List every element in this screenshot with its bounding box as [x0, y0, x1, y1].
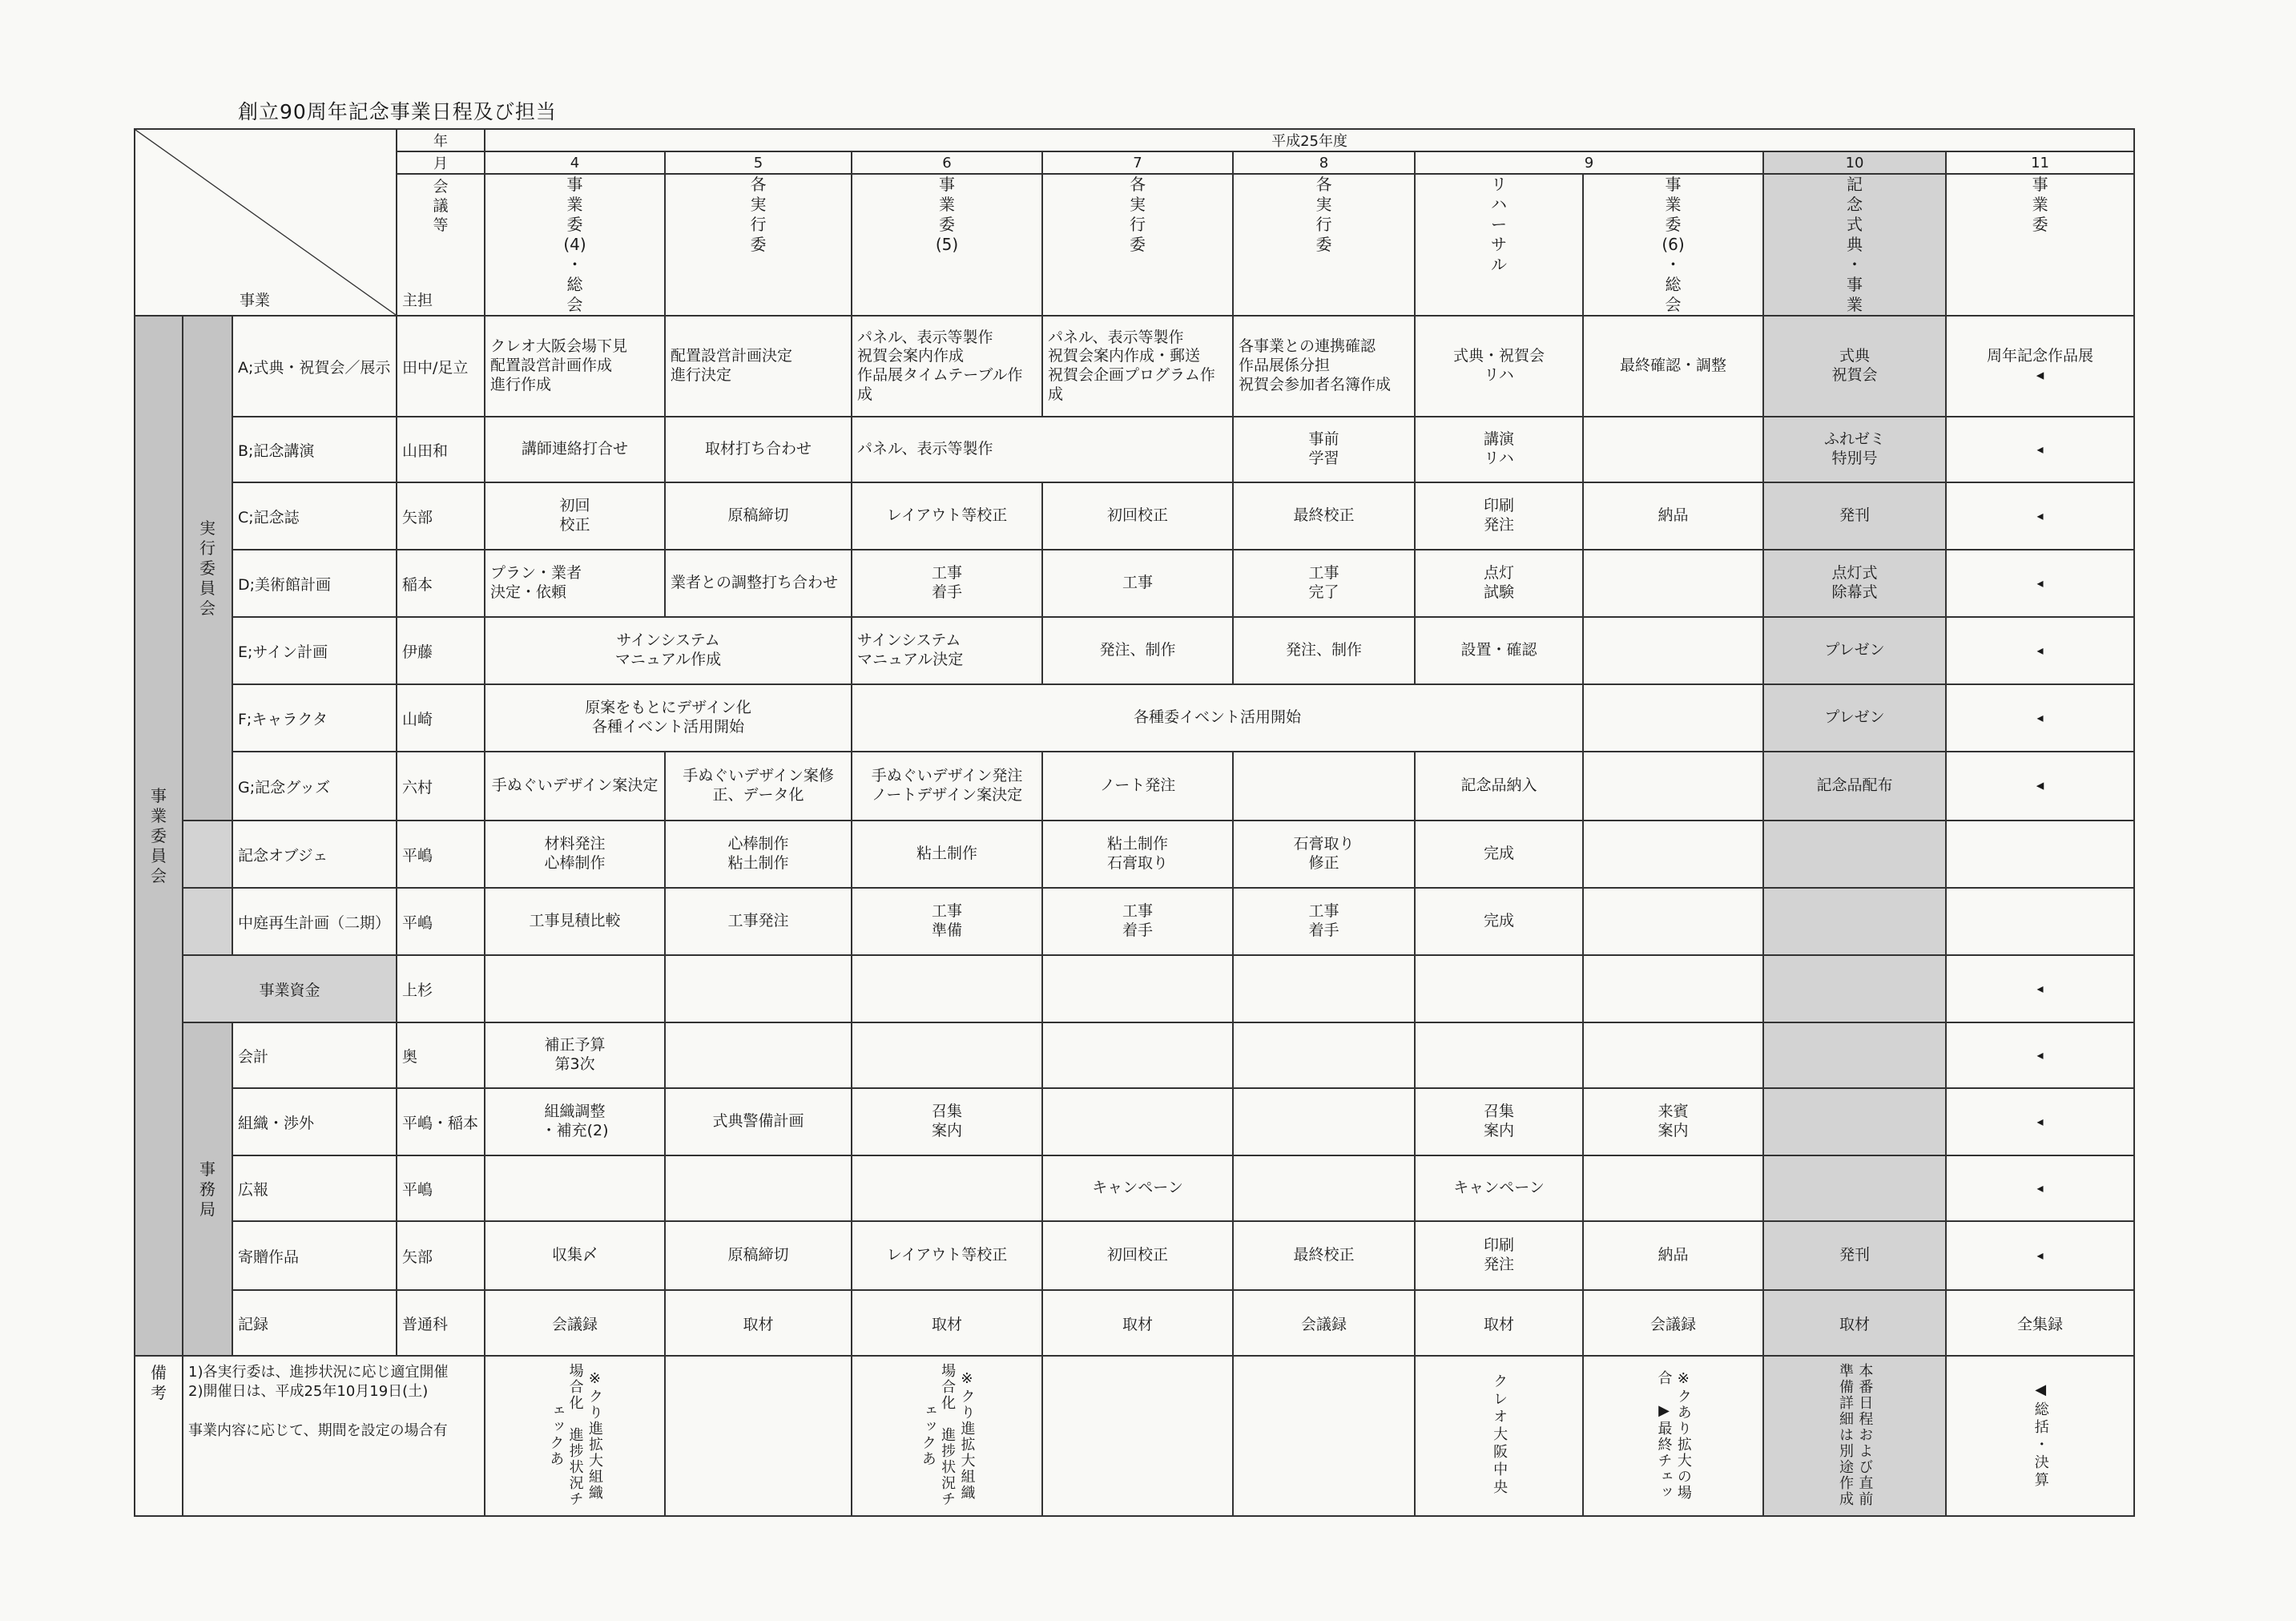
cell-oct: 取材	[1763, 1290, 1946, 1356]
cell-nov: ◂	[1946, 1022, 2134, 1088]
cell-oct: プレゼン	[1763, 684, 1946, 752]
row-owner: 上杉	[397, 955, 485, 1022]
cell-apr: プラン・業者 決定・依頼	[485, 550, 665, 617]
cell-nov: ◂	[1946, 617, 2134, 684]
cell-jun: 召集 案内	[852, 1088, 1042, 1155]
document-title: 創立90周年記念事業日程及び担当	[238, 100, 557, 123]
cell-sep-b	[1583, 821, 1763, 888]
remarks-aug	[1233, 1356, 1415, 1516]
cell-aug	[1233, 1088, 1415, 1155]
cell-apr: 初回 校正	[485, 482, 665, 550]
row-name: C;記念誌	[232, 482, 397, 550]
cell-jul: 工事	[1042, 550, 1233, 617]
row-name: 組織・渉外	[232, 1088, 397, 1155]
cell-nov: ◂	[1946, 482, 2134, 550]
cell-jul: キャンペーン	[1042, 1155, 1233, 1221]
cell-jun: 工事 着手	[852, 550, 1042, 617]
cell-nov	[1946, 821, 2134, 888]
cell-may	[665, 1155, 852, 1221]
row-owner: 六村	[397, 752, 485, 821]
cell-sep-b: 納品	[1583, 482, 1763, 550]
remarks-sep-a	[1415, 1356, 1583, 1516]
cell-jul: 初回校正	[1042, 482, 1233, 550]
row-owner: 平嶋・稲本	[397, 1088, 485, 1155]
schedule-row-c	[135, 482, 2134, 550]
row-owner: 奥	[397, 1022, 485, 1088]
cell-oct: 発刊	[1763, 1221, 1946, 1290]
cell-jul: 粘土制作 石膏取り	[1042, 821, 1233, 888]
cell-oct	[1763, 1088, 1946, 1155]
cell-jul	[1042, 1088, 1233, 1155]
meeting-7: 各 実 行 委	[1042, 174, 1233, 316]
shutan-header: 主担	[402, 292, 433, 309]
cell-nov: ◂	[1946, 752, 2134, 821]
row-owner: 平嶋	[397, 1155, 485, 1221]
cell-sep-b	[1583, 550, 1763, 617]
remarks-sep-a-text: クレオ大阪中央	[1491, 1373, 1509, 1497]
cell-sep-a: 取材	[1415, 1290, 1583, 1356]
cell-jun: レイアウト等校正	[852, 1221, 1042, 1290]
cell-oct: 式典 祝賀会	[1763, 316, 1946, 417]
cell-may	[665, 955, 852, 1022]
remarks-nov-text: ◀総括・決算	[2032, 1381, 2049, 1490]
year-value: 平成25年度	[485, 129, 2134, 151]
cell-apr: 講師連絡打合せ	[485, 417, 665, 482]
cell-oct	[1763, 1022, 1946, 1088]
cell-nov: ◂	[1946, 550, 2134, 617]
cell-jun	[852, 1022, 1042, 1088]
row-owner: 田中/足立	[397, 316, 485, 417]
month-9: 9	[1415, 151, 1763, 174]
cell-aug	[1233, 1155, 1415, 1221]
cell-nov: ◂	[1946, 684, 2134, 752]
meeting-10: 記 念 式 典 ・ 事 業	[1763, 174, 1946, 316]
meeting-8: 各 実 行 委	[1233, 174, 1415, 316]
cell-oct	[1763, 888, 1946, 955]
cell-nov	[1946, 888, 2134, 955]
cell-sep-a: 印刷 発注	[1415, 482, 1583, 550]
schedule-row-d	[135, 550, 2134, 617]
schedule-row-objet	[135, 821, 2134, 888]
cell-aug: 石膏取り 修正	[1233, 821, 1415, 888]
remarks-jun	[852, 1356, 1042, 1516]
cell-nov: ◂	[1946, 1221, 2134, 1290]
cell-oct	[1763, 955, 1946, 1022]
schedule-row-g	[135, 752, 2134, 821]
month-10: 10	[1763, 151, 1946, 174]
cell-sep-b	[1583, 888, 1763, 955]
cell-may: 配置設営計画決定 進行決定	[665, 316, 852, 417]
cell-aug	[1233, 955, 1415, 1022]
cell-oct	[1763, 1155, 1946, 1221]
remarks-jun-text: ※クり進拡大組織場合化 進捗状況チェックあ	[919, 1363, 976, 1507]
spacer-cell	[183, 888, 232, 955]
schedule-row-pr	[135, 1155, 2134, 1221]
cell-may: 業者との調整打ち合わせ	[665, 550, 852, 617]
row-name: 中庭再生計画（二期）	[232, 888, 397, 955]
row-name: A;式典・祝賀会／展示	[232, 316, 397, 417]
cell-nov: ◂	[1946, 1155, 2134, 1221]
schedule-row-courtyard	[135, 888, 2134, 955]
cell-sep-b	[1583, 417, 1763, 482]
cell-jun: 手ぬぐいデザイン発注 ノートデザイン案決定	[852, 752, 1042, 821]
row-name: B;記念講演	[232, 417, 397, 482]
corner-cell	[135, 129, 397, 316]
cell-jun-jul: パネル、表示等製作	[852, 417, 1233, 482]
cell-jul: 工事 着手	[1042, 888, 1233, 955]
cell-sep-a: キャンペーン	[1415, 1155, 1583, 1221]
cell-jun: パネル、表示等製作 祝賀会案内作成 作品展タイムテーブル作成	[852, 316, 1042, 417]
row-owner: 稲本	[397, 550, 485, 617]
cell-sep-a: 完成	[1415, 888, 1583, 955]
cell-aug: 事前 学習	[1233, 417, 1415, 482]
cell-apr: 工事見積比較	[485, 888, 665, 955]
remarks-label: 備 考	[135, 1356, 183, 1516]
meeting-11: 事 業 委	[1946, 174, 2134, 316]
remarks-jul	[1042, 1356, 1233, 1516]
schedule-row-accounting	[135, 1022, 2134, 1088]
remarks-row	[135, 1356, 2134, 1516]
cell-apr: 収集〆	[485, 1221, 665, 1290]
row-name: 記録	[232, 1290, 397, 1356]
meeting-9b: 事 業 委 (6) ・ 総 会	[1583, 174, 1763, 316]
cell-sep-b	[1583, 955, 1763, 1022]
cell-nov: ◂	[1946, 955, 2134, 1022]
cell-sep-a	[1415, 1022, 1583, 1088]
schedule-row-b	[135, 417, 2134, 482]
cell-aug: 各事業との連携確認 作品展係分担 祝賀会参加者名簿作成	[1233, 316, 1415, 417]
schedule-table	[134, 128, 2135, 1517]
schedule-row-f	[135, 684, 2134, 752]
cell-may: 原稿締切	[665, 1221, 852, 1290]
row-owner: 矢部	[397, 1221, 485, 1290]
cell-jul: 取材	[1042, 1290, 1233, 1356]
schedule-row-org	[135, 1088, 2134, 1155]
cell-apr-may: 原案をもとにデザイン化 各種イベント活用開始	[485, 684, 852, 752]
cell-sep-b: 納品	[1583, 1221, 1763, 1290]
cell-jun: レイアウト等校正	[852, 482, 1042, 550]
cell-apr: クレオ大阪会場下見 配置設営計画作成 進行作成	[485, 316, 665, 417]
cell-oct	[1763, 821, 1946, 888]
month-6: 6	[852, 151, 1042, 174]
cell-jun	[852, 955, 1042, 1022]
row-owner: 平嶋	[397, 821, 485, 888]
group-jikko-iinkai: 実 行 委 員 会	[183, 316, 232, 821]
cell-jun: サインシステム マニュアル決定	[852, 617, 1042, 684]
row-name: E;サイン計画	[232, 617, 397, 684]
cell-sep-b	[1583, 617, 1763, 684]
schedule-row-record	[135, 1290, 2134, 1356]
cell-sep-b	[1583, 1022, 1763, 1088]
spacer-cell	[183, 821, 232, 888]
schedule-row-funds	[135, 955, 2134, 1022]
cell-may: 原稿締切	[665, 482, 852, 550]
cell-aug: 最終校正	[1233, 1221, 1415, 1290]
cell-oct: ふれゼミ 特別号	[1763, 417, 1946, 482]
cell-sep-a: 記念品納入	[1415, 752, 1583, 821]
schedule-row-a	[135, 316, 2134, 417]
month-8: 8	[1233, 151, 1415, 174]
remarks-sep-b-text: ※クあり拡大の場合 ▶最終チェッ	[1655, 1369, 1692, 1501]
cell-sep-a: 講演 リハ	[1415, 417, 1583, 482]
cell-may: 心棒制作 粘土制作	[665, 821, 852, 888]
remarks-apr-text: ※クり進拡大組織場合化 進捗状況チェックあ	[547, 1363, 603, 1507]
cell-sep-a: 設置・確認	[1415, 617, 1583, 684]
cell-sep-b	[1583, 684, 1763, 752]
cell-apr	[485, 1155, 665, 1221]
row-owner: 普通科	[397, 1290, 485, 1356]
cell-aug	[1233, 1022, 1415, 1088]
cell-aug: 工事 着手	[1233, 888, 1415, 955]
cell-sep-a: 式典・祝賀会 リハ	[1415, 316, 1583, 417]
cell-jul	[1042, 1022, 1233, 1088]
row-owner: 矢部	[397, 482, 485, 550]
header-meeting-row	[135, 174, 2134, 316]
row-name: G;記念グッズ	[232, 752, 397, 821]
cell-oct: 記念品配布	[1763, 752, 1946, 821]
cell-jun-sep: 各種委イベント活用開始	[852, 684, 1583, 752]
cell-apr: 手ぬぐいデザイン案決定	[485, 752, 665, 821]
cell-nov: 全集録	[1946, 1290, 2134, 1356]
remarks-nov	[1946, 1356, 2134, 1516]
group-jigyo-iinkai: 事 業 委 員 会	[135, 316, 183, 1356]
month-7: 7	[1042, 151, 1233, 174]
meeting-5: 各 実 行 委	[665, 174, 852, 316]
cell-oct: 点灯式 除幕式	[1763, 550, 1946, 617]
cell-jun	[852, 1155, 1042, 1221]
cell-jul: 初回校正	[1042, 1221, 1233, 1290]
cell-sep-b	[1583, 1155, 1763, 1221]
cell-sep-b: 来賓 案内	[1583, 1088, 1763, 1155]
row-name: 寄贈作品	[232, 1221, 397, 1290]
cell-jul	[1042, 955, 1233, 1022]
remarks-oct	[1763, 1356, 1946, 1516]
cell-jul: パネル、表示等製作 祝賀会案内作成・郵送 祝賀会企画プログラム作成	[1042, 316, 1233, 417]
cell-oct: 発刊	[1763, 482, 1946, 550]
meeting-4: 事 業 委 (4) ・ 総 会	[485, 174, 665, 316]
cell-nov: 周年記念作品展 ◂	[1946, 316, 2134, 417]
cell-apr: 材料発注 心棒制作	[485, 821, 665, 888]
corner-diagonal-line	[135, 130, 396, 315]
month-11: 11	[1946, 151, 2134, 174]
cell-may: 式典警備計画	[665, 1088, 852, 1155]
remarks-may	[665, 1356, 852, 1516]
cell-sep-b: 会議録	[1583, 1290, 1763, 1356]
row-name: 事業資金	[183, 955, 397, 1022]
cell-aug: 発注、制作	[1233, 617, 1415, 684]
remarks-note	[183, 1356, 485, 1516]
row-name: 広報	[232, 1155, 397, 1221]
cell-jul: ノート発注	[1042, 752, 1233, 821]
remarks-oct-text: 本番日程および直前準備詳細は別途作成	[1837, 1363, 1874, 1507]
cell-jun: 取材	[852, 1290, 1042, 1356]
group-jimukyoku: 事 務 局	[183, 1022, 232, 1356]
cell-sep-b	[1583, 752, 1763, 821]
month-5: 5	[665, 151, 852, 174]
cell-sep-a: 完成	[1415, 821, 1583, 888]
remarks-apr	[485, 1356, 665, 1516]
remarks-sep-b	[1583, 1356, 1763, 1516]
cell-aug: 工事 完了	[1233, 550, 1415, 617]
cell-jun: 工事 準備	[852, 888, 1042, 955]
cell-jul: 発注、制作	[1042, 617, 1233, 684]
jigyo-header: 事業	[240, 292, 271, 309]
cell-apr	[485, 955, 665, 1022]
cell-sep-a: 召集 案内	[1415, 1088, 1583, 1155]
cell-may: 手ぬぐいデザイン案修正、データ化	[665, 752, 852, 821]
row-owner: 山田和	[397, 417, 485, 482]
cell-nov: ◂	[1946, 1088, 2134, 1155]
cell-may: 取材打ち合わせ	[665, 417, 852, 482]
row-name: F;キャラクタ	[232, 684, 397, 752]
year-label: 年	[397, 129, 485, 151]
meeting-label: 会 議 等	[433, 178, 449, 234]
cell-may: 取材	[665, 1290, 852, 1356]
cell-apr-may: サインシステム マニュアル作成	[485, 617, 852, 684]
month-label: 月	[397, 151, 485, 174]
header-month-row	[135, 151, 2134, 174]
cell-sep-b: 最終確認・調整	[1583, 316, 1763, 417]
row-name: 会計	[232, 1022, 397, 1088]
remarks-note-text: 1)各実行委は、進捗状況に応じ適宜開催 2)開催日は、平成25年10月19日(土) 事業内容に応じて、期間を設定の場合有	[188, 1364, 449, 1439]
cell-jun: 粘土制作	[852, 821, 1042, 888]
header-year-row	[135, 129, 2134, 151]
cell-aug: 最終校正	[1233, 482, 1415, 550]
cell-may	[665, 1022, 852, 1088]
cell-nov: ◂	[1946, 417, 2134, 482]
meeting-owner-cell	[397, 174, 485, 316]
schedule-row-donation	[135, 1221, 2134, 1290]
schedule-row-e	[135, 617, 2134, 684]
row-owner: 伊藤	[397, 617, 485, 684]
cell-apr: 会議録	[485, 1290, 665, 1356]
cell-apr: 組織調整 ・補充(2)	[485, 1088, 665, 1155]
cell-aug	[1233, 752, 1415, 821]
meeting-6: 事 業 委 (5)	[852, 174, 1042, 316]
cell-oct: プレゼン	[1763, 617, 1946, 684]
cell-aug: 会議録	[1233, 1290, 1415, 1356]
meeting-9a: リ ハ ー サ ル	[1415, 174, 1583, 316]
row-owner: 山崎	[397, 684, 485, 752]
row-owner: 平嶋	[397, 888, 485, 955]
cell-apr: 補正予算 第3次	[485, 1022, 665, 1088]
cell-sep-a	[1415, 955, 1583, 1022]
cell-sep-a: 印刷 発注	[1415, 1221, 1583, 1290]
month-4: 4	[485, 151, 665, 174]
cell-may: 工事発注	[665, 888, 852, 955]
row-name: 記念オブジェ	[232, 821, 397, 888]
cell-sep-a: 点灯 試験	[1415, 550, 1583, 617]
row-name: D;美術館計画	[232, 550, 397, 617]
